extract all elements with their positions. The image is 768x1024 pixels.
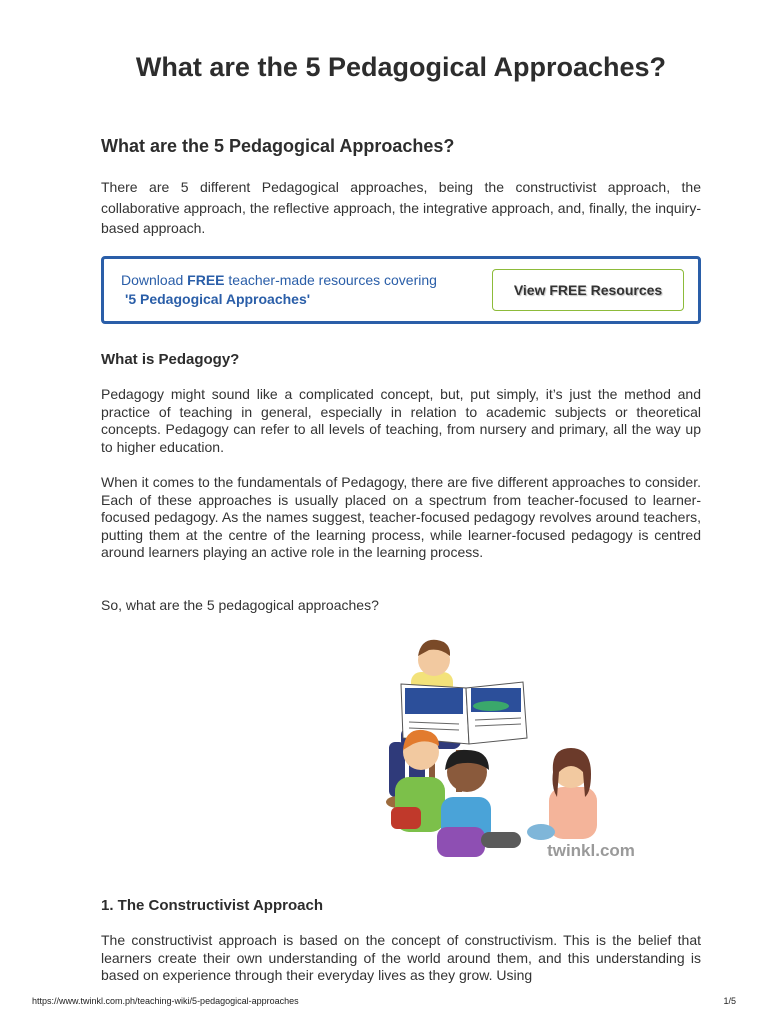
children-reading-illustration: [291, 632, 641, 877]
callout-free: FREE: [187, 272, 225, 288]
constructivist-paragraph: The constructivist approach is based on the concept of constructivism. This is the belief that learners create their own understanding of the world around them, and this understanding is based on experience through their everyday lives as they grow. Using: [101, 932, 701, 983]
callout-text: [121, 271, 481, 309]
child-blue-skirt: [437, 827, 485, 857]
child-blue-leg: [481, 832, 521, 848]
pedagogy-heading: What is Pedagogy?: [101, 351, 240, 368]
book-picture-left: [405, 688, 463, 714]
callout-rest: teacher-made resources covering: [228, 272, 437, 288]
constructivist-heading: 1. The Constructivist Approach: [101, 897, 323, 914]
child-green-shorts: [391, 807, 421, 829]
pedagogy-question: So, what are the 5 pedagogical approaches?: [101, 597, 379, 613]
intro-paragraph: There are 5 different Pedagogical approaches, being the constructivist approach, the collaborative approach, the reflective approach, the integrative approach, and, finally, the inquiry-based approach.: [101, 179, 701, 236]
view-free-resources-button[interactable]: View FREE Resources: [492, 269, 684, 311]
pedagogy-paragraph-1: Pedagogy might sound like a complicated concept, but, put simply, it’s just the method and practice of teaching in general, especially in relation to academic subjects or theoretical concepts. Pedagogy can refer to all levels of teaching, from nursery and primary, all the way up to higher education.: [101, 386, 701, 455]
callout-download: Download: [121, 272, 184, 288]
child-pink-knee: [527, 824, 555, 840]
pedagogy-paragraph-2: When it comes to the fundamentals of Pedagogy, there are five different approaches to consider. Each of these approaches is usually placed on a spectrum from teacher-focused to learner-focused pedagogy. As the names suggest, teacher-focused pedagogy revolves around teachers, putting them at the centre of the learning process, while learner-focused pedagogy is centred around learners playing an active role in the learning process.: [101, 474, 701, 560]
twinkl-watermark: twinkl.com: [547, 841, 635, 860]
footer-page-number: 1/5: [723, 996, 736, 1006]
callout-topic: '5 Pedagogical Approaches': [125, 291, 311, 307]
resources-callout: [101, 256, 701, 324]
section-heading: What are the 5 Pedagogical Approaches?: [101, 136, 455, 156]
book-picture-boat: [473, 701, 509, 711]
page-title: What are the 5 Pedagogical Approaches?: [135, 52, 667, 82]
footer-url: https://www.twinkl.com.ph/teaching-wiki/5-pedagogical-approaches: [32, 996, 299, 1006]
